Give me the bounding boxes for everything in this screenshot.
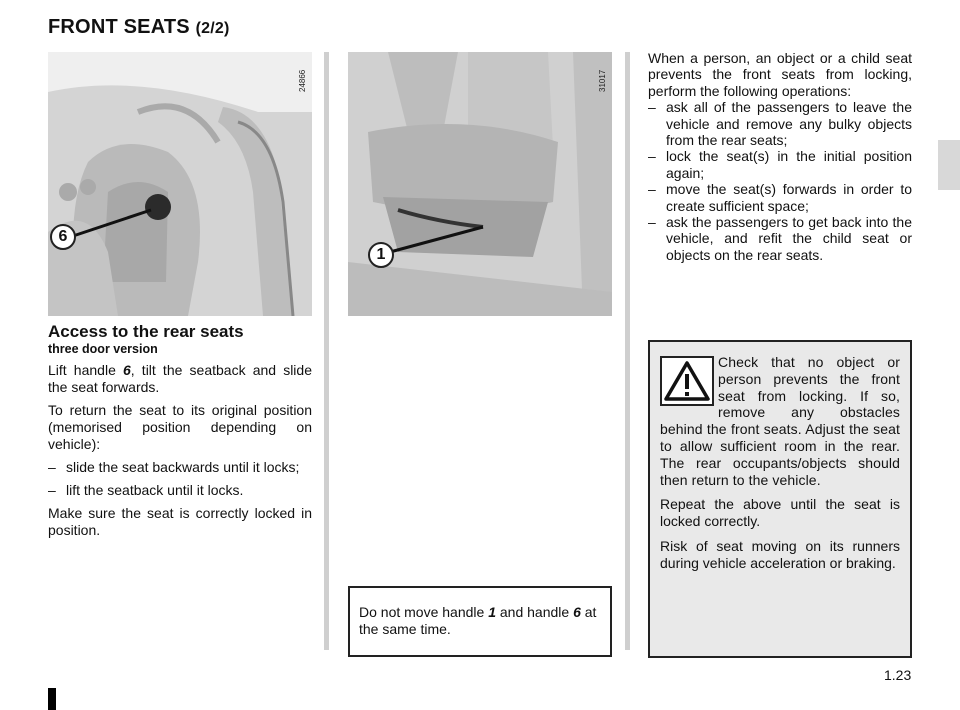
note-box — [348, 586, 612, 657]
paragraph-lock-check: Make sure the seat is correctly locked in position. — [48, 505, 312, 538]
paragraph-text: Lift handle — [48, 362, 123, 378]
note-text-part: at the same time. — [359, 604, 597, 637]
page-title-suffix: (2/2) — [195, 20, 230, 37]
callout-6: 6 — [50, 224, 76, 250]
column-divider-right — [625, 52, 630, 650]
handle-ref: 6 — [122, 362, 131, 378]
figure-seat-handle-illustration — [348, 52, 612, 316]
page-title — [48, 16, 230, 39]
page-title-text: FRONT SEATS — [48, 16, 190, 38]
section-heading: Access to the rear seats — [48, 322, 244, 341]
list-item: – slide the seat backwards until it locks; — [48, 459, 312, 476]
paragraph-text: , tilt the seatback and slide the seat forwards. — [48, 362, 312, 395]
print-mark — [48, 688, 56, 710]
figure-door-seat-illustration — [48, 52, 312, 316]
warning-text-3: Risk of seat moving on its runners during vehicle acceleration or braking. — [660, 538, 900, 572]
handle-ref: 6 — [573, 604, 581, 620]
handle-ref: 1 — [488, 604, 496, 620]
warning-text-2: Repeat the above until the seat is locked correctly. — [660, 496, 900, 530]
list-item: – ask all of the passengers to leave the vehicle and remove any bulky objects from the rear seats; — [648, 99, 912, 148]
list-item: – move the seat(s) forwards in order to create sufficient space; — [648, 181, 912, 214]
steps-list — [48, 459, 312, 499]
left-column — [48, 322, 312, 539]
figure-door-seat — [48, 52, 312, 316]
right-column — [648, 50, 912, 263]
callout-1: 1 — [368, 242, 394, 268]
list-item: – lock the seat(s) in the initial position again; — [648, 148, 912, 181]
list-item: – ask the passengers to get back into the vehicle, and refit the child seat or objects on the rear seats. — [648, 214, 912, 263]
list-item: – lift the seatback until it locks. — [48, 482, 312, 499]
warning-box — [648, 340, 912, 658]
figure-code: 31017 — [598, 69, 607, 92]
column-divider-left — [324, 52, 329, 650]
operations-list — [648, 99, 912, 263]
section-subheading: three door version — [48, 342, 158, 356]
note-text-part: and handle — [496, 604, 574, 620]
warning-icon — [660, 356, 714, 406]
paragraph-return-seat: To return the seat to its original position (memorised position depending on vehicle): — [48, 402, 312, 452]
figure-code: 24866 — [298, 69, 307, 92]
figure-seat-handle — [348, 52, 612, 316]
note-text-part: Do not move handle — [359, 604, 489, 620]
page-number: 1.23 — [884, 667, 912, 683]
warning-text-1: Check that no object or person prevents the front seat from locking. If so, remove any obstacles behind the front seats. Adjust the seat to allow sufficient room in the rear. The rear occupants/objects should then return to the vehicle. — [660, 354, 900, 488]
paragraph-lift-handle — [48, 362, 312, 396]
chapter-tab — [938, 140, 960, 190]
note-text — [359, 604, 601, 638]
paragraph-intro: When a person, an object or a child seat prevents the front seats from locking, perform the following operations: — [648, 50, 912, 99]
